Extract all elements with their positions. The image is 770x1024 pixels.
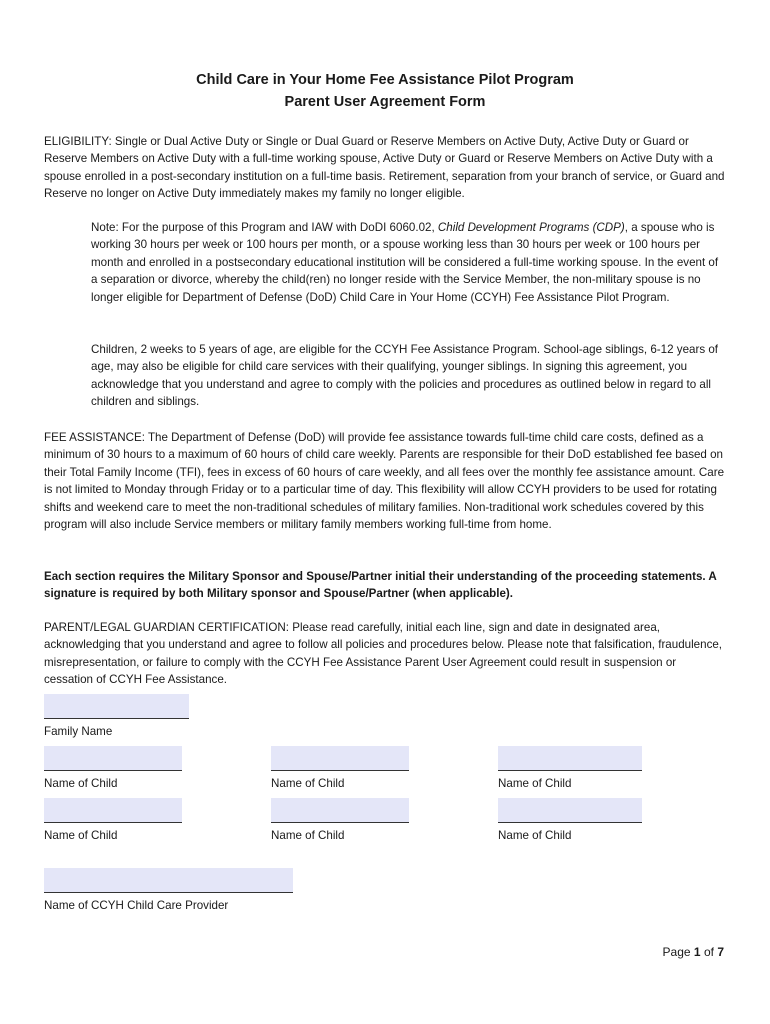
eligibility-paragraph: ELIGIBILITY: Single or Dual Active Duty or Single or Dual Guard or Reserve Members on Active Duty, Active Duty or Guard or Reserve Members on Active Duty with a full-time working spouse, Active Duty or Guard or Reserve Members on Active Duty with a spouse enrolled in a post-secondary institution on a full-time basis. Retirement, separation from your branch of service, or Guard and Reserve no longer on Active Duty immediately makes my family no longer eligible. <box>44 135 725 201</box>
family-name-label: Family Name <box>44 725 113 738</box>
page-current: 1 <box>693 945 701 959</box>
child-name-label-5: Name of Child <box>271 829 345 842</box>
family-name-underline <box>44 718 189 719</box>
page-total: 7 <box>717 945 724 959</box>
family-name-input[interactable] <box>44 694 189 718</box>
child-name-input-1[interactable] <box>44 746 182 770</box>
provider-name-label: Name of CCYH Child Care Provider <box>44 899 229 912</box>
note-italic-title: Child Development Programs (CDP) <box>437 221 625 234</box>
child-name-label-3: Name of Child <box>498 777 572 790</box>
child-name-label-4: Name of Child <box>44 829 118 842</box>
provider-name-input[interactable] <box>44 868 293 892</box>
initials-notice: Each section requires the Military Sponsor and Spouse/Partner initial their understanding of the proceeding statements. A signature is required by both Military sponsor and Spouse/Partner (when applicable). <box>44 570 717 601</box>
child-name-input-5[interactable] <box>271 798 409 822</box>
child-name-underline-4 <box>44 822 182 823</box>
child-name-underline-1 <box>44 770 182 771</box>
child-name-input-3[interactable] <box>498 746 642 770</box>
form-subtitle: Parent User Agreement Form <box>284 94 486 110</box>
of-word: of <box>703 945 714 959</box>
child-name-underline-5 <box>271 822 409 823</box>
page-number <box>663 944 724 960</box>
child-name-input-6[interactable] <box>498 798 642 822</box>
child-name-label-2: Name of Child <box>271 777 345 790</box>
note-prefix: Note: For the purpose of this Program and IAW with DoDI 6060.02, <box>91 221 438 234</box>
child-name-underline-6 <box>498 822 642 823</box>
form-title: Child Care in Your Home Fee Assistance Pilot Program <box>196 72 574 88</box>
fee-assistance-paragraph: FEE ASSISTANCE: The Department of Defense (DoD) will provide fee assistance towards full-time child care costs, defined as a minimum of 30 hours to a maximum of 60 hours of child care weekly. Parents are responsible for their DoD established fee based on their Total Family Income (TFI), fees in excess of 60 hours of care weekly, and all fees over the monthly fee assistance amount. Care is not limited to Monday through Friday or to a particular time of day. This flexibility will allow CCYH providers to be used for rotating shifts and weekend care to meet the non-traditional schedules of military families. Non-traditional work schedules covered by this program will also include Service members or military family members working full-time from home. <box>44 431 725 532</box>
provider-name-underline <box>44 892 293 893</box>
children-paragraph: Children, 2 weeks to 5 years of age, are eligible for the CCYH Fee Assistance Program. School-age siblings, 6-12 years of age, may also be eligible for child care services with their qualifying, younger siblings. In signing this agreement, you acknowledge that you understand and agree to comply with the policies and procedures as outlined below in regard to all children and siblings. <box>91 343 719 409</box>
child-name-label-1: Name of Child <box>44 777 118 790</box>
child-name-input-4[interactable] <box>44 798 182 822</box>
note-suffix: , a spouse who is working 30 hours per week or 100 hours per month, or a spouse working less than 30 hours per week or 100 hours per month and enrolled in a postsecondary educational institution will be considered a full-time working spouse. In the event of a separation or divorce, whereby the child(ren) no longer reside with the Service Member, the non-military spouse is no longer eligible for Department of Defense (DoD) Child Care in Your Home (CCYH) Fee Assistance Pilot Program. <box>91 221 719 304</box>
certification-paragraph: PARENT/LEGAL GUARDIAN CERTIFICATION: Please read carefully, initial each line, sign and date in designated area, acknowledging that you understand and agree to follow all policies and procedures below. Please note that falsification, fraudulence, misrepresentation, or failure to comply with the CCYH Fee Assistance Parent User Agreement could result in suspension or cessation of CCYH Fee Assistance. <box>44 621 723 687</box>
child-name-label-6: Name of Child <box>498 829 572 842</box>
child-name-underline-2 <box>271 770 409 771</box>
page-word: Page <box>662 945 691 959</box>
note-paragraph <box>91 219 721 306</box>
child-name-underline-3 <box>498 770 642 771</box>
child-name-input-2[interactable] <box>271 746 409 770</box>
